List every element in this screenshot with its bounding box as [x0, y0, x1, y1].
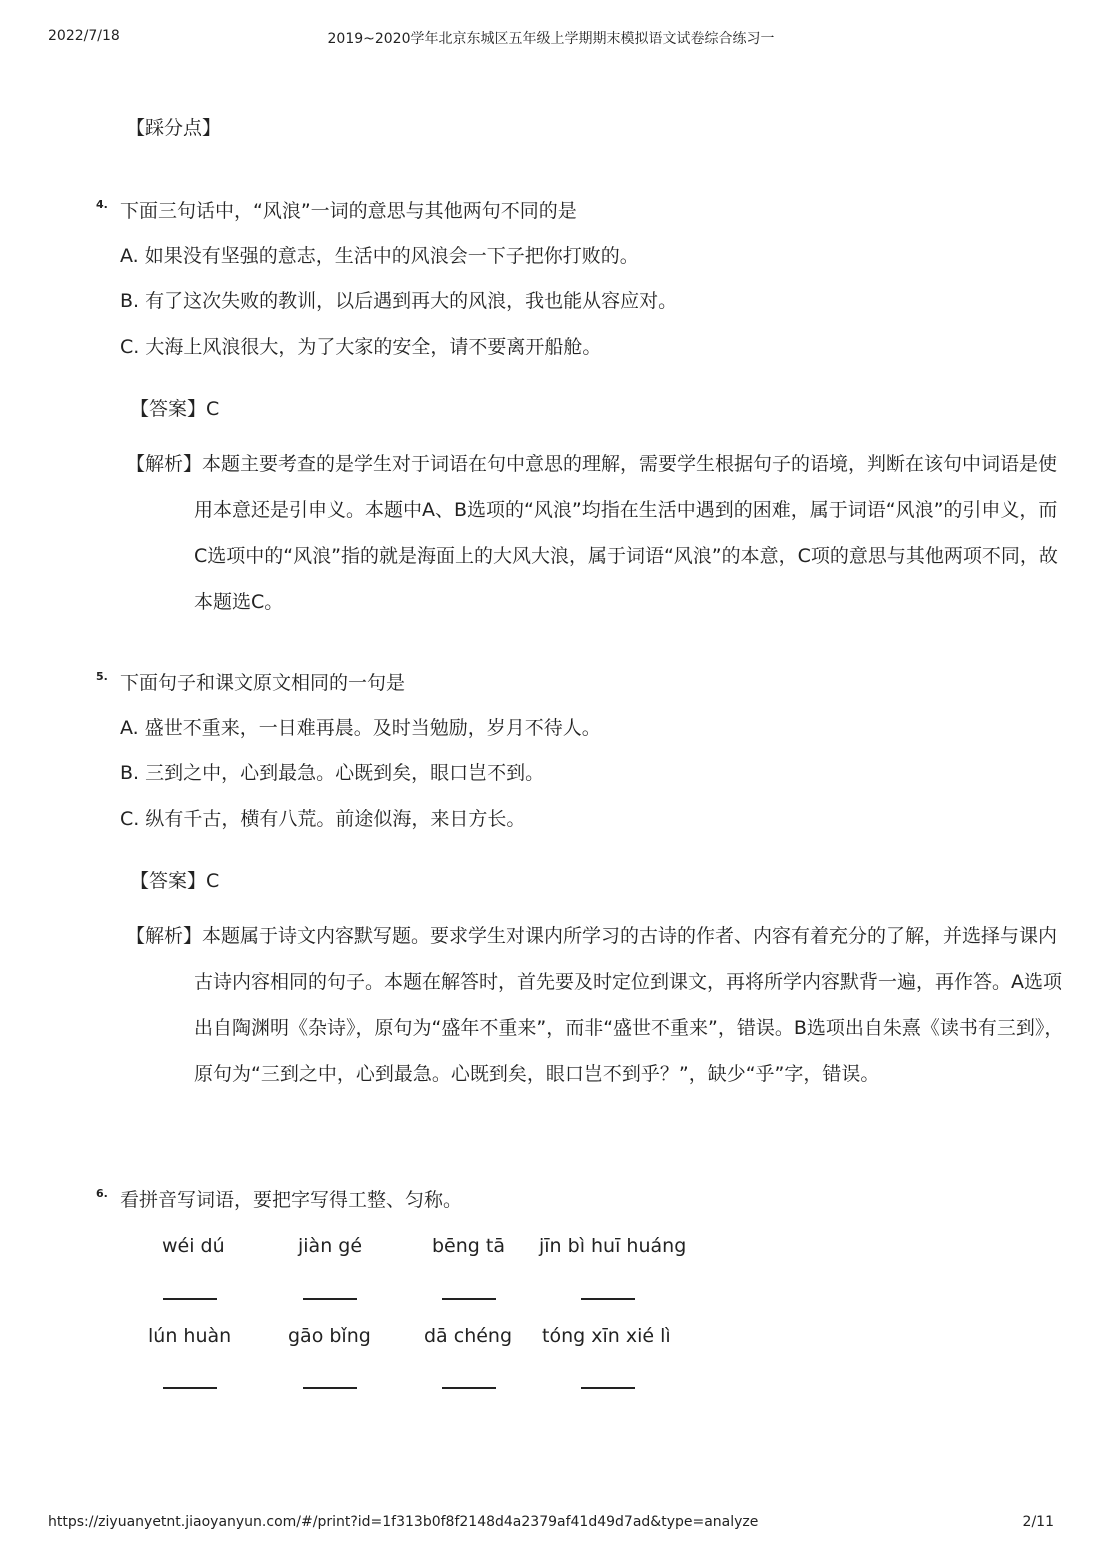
option-c: C. 大海上风浪很大，为了大家的安全，请不要离开船舱。: [120, 336, 602, 358]
page-url: https://ziyuanyetnt.jiaoyanyun.com/#/print?id=1f313b0f8f2148d4a2379af41d49d7ad&type=analyze: [48, 1514, 759, 1530]
option-c: C. 纵有千古，横有八荒。前途似海，来日方长。: [120, 808, 526, 830]
question-stem: 下面句子和课文原文相同的一句是: [120, 672, 406, 694]
answer: 【答案】C: [130, 398, 220, 420]
pinyin-item: jīn bì huī huáng: [539, 1235, 687, 1257]
answer-blank[interactable]: [163, 1298, 217, 1300]
pinyin-item: tóng xīn xié lì: [542, 1325, 671, 1347]
option-a: A. 盛世不重来，一日难再晨。及时当勉励，岁月不待人。: [120, 717, 601, 739]
print-date: 2022/7/18: [48, 28, 120, 44]
answer-blank[interactable]: [581, 1298, 635, 1300]
pinyin-item: dā chéng: [424, 1325, 513, 1347]
question-number: 5.: [96, 670, 108, 683]
analysis: 【解析】本题主要考查的是学生对于词语在句中意思的理解，需要学生根据句子的语境，判断在该句中词语是使用本意还是引申义。本题中A、B选项的“风浪”均指在生活中遇到的困难，属于词语“风浪”的引申义，而C选项中的“风浪”指的就是海面上的大风大浪，属于词语“风浪”的本意，C项的意思与其他两项不同，故本题选C。: [126, 453, 1058, 613]
answer-blank[interactable]: [303, 1387, 357, 1389]
question-stem: 下面三句话中，“风浪”一词的意思与其他两句不同的是: [120, 200, 577, 222]
question-stem: 看拼音写词语，要把字写得工整、匀称。: [120, 1189, 463, 1211]
pinyin-item: jiàn gé: [298, 1235, 363, 1257]
answer-blank[interactable]: [442, 1387, 496, 1389]
page-number: 2/11: [1022, 1514, 1054, 1530]
answer-blank[interactable]: [163, 1387, 217, 1389]
pinyin-item: bēng tā: [432, 1235, 505, 1257]
option-b: B. 三到之中，心到最急。心既到矣，眼口岂不到。: [120, 762, 545, 784]
answer-blank[interactable]: [442, 1298, 496, 1300]
pinyin-item: lún huàn: [148, 1325, 232, 1347]
document-title: 2019~2020学年北京东城区五年级上学期期末模拟语文试卷综合练习一: [327, 31, 775, 47]
option-a: A. 如果没有坚强的意志，生活中的风浪会一下子把你打败的。: [120, 245, 639, 267]
scoring-point-label: 【踩分点】: [126, 117, 222, 139]
pinyin-item: gāo bǐng: [288, 1325, 371, 1347]
answer: 【答案】C: [130, 870, 220, 892]
answer-blank[interactable]: [581, 1387, 635, 1389]
question-number: 4.: [96, 198, 108, 211]
pinyin-item: wéi dú: [162, 1235, 225, 1257]
question-number: 6.: [96, 1187, 108, 1200]
option-b: B. 有了这次失败的教训，以后遇到再大的风浪，我也能从容应对。: [120, 290, 678, 312]
analysis: 【解析】本题属于诗文内容默写题。要求学生对课内所学习的古诗的作者、内容有着充分的了解，并选择与课内古诗内容相同的句子。本题在解答时，首先要及时定位到课文，再将所学内容默背一遍，再作答。A选项出自陶渊明《杂诗》，原句为“盛年不重来”，而非“盛世不重来”，错误。B选项出自朱熹《读书有三到》，原句为“三到之中，心到最急。心既到矣，眼口岂不到乎？”，缺少“乎”字，错误。: [126, 925, 1064, 1085]
answer-blank[interactable]: [303, 1298, 357, 1300]
